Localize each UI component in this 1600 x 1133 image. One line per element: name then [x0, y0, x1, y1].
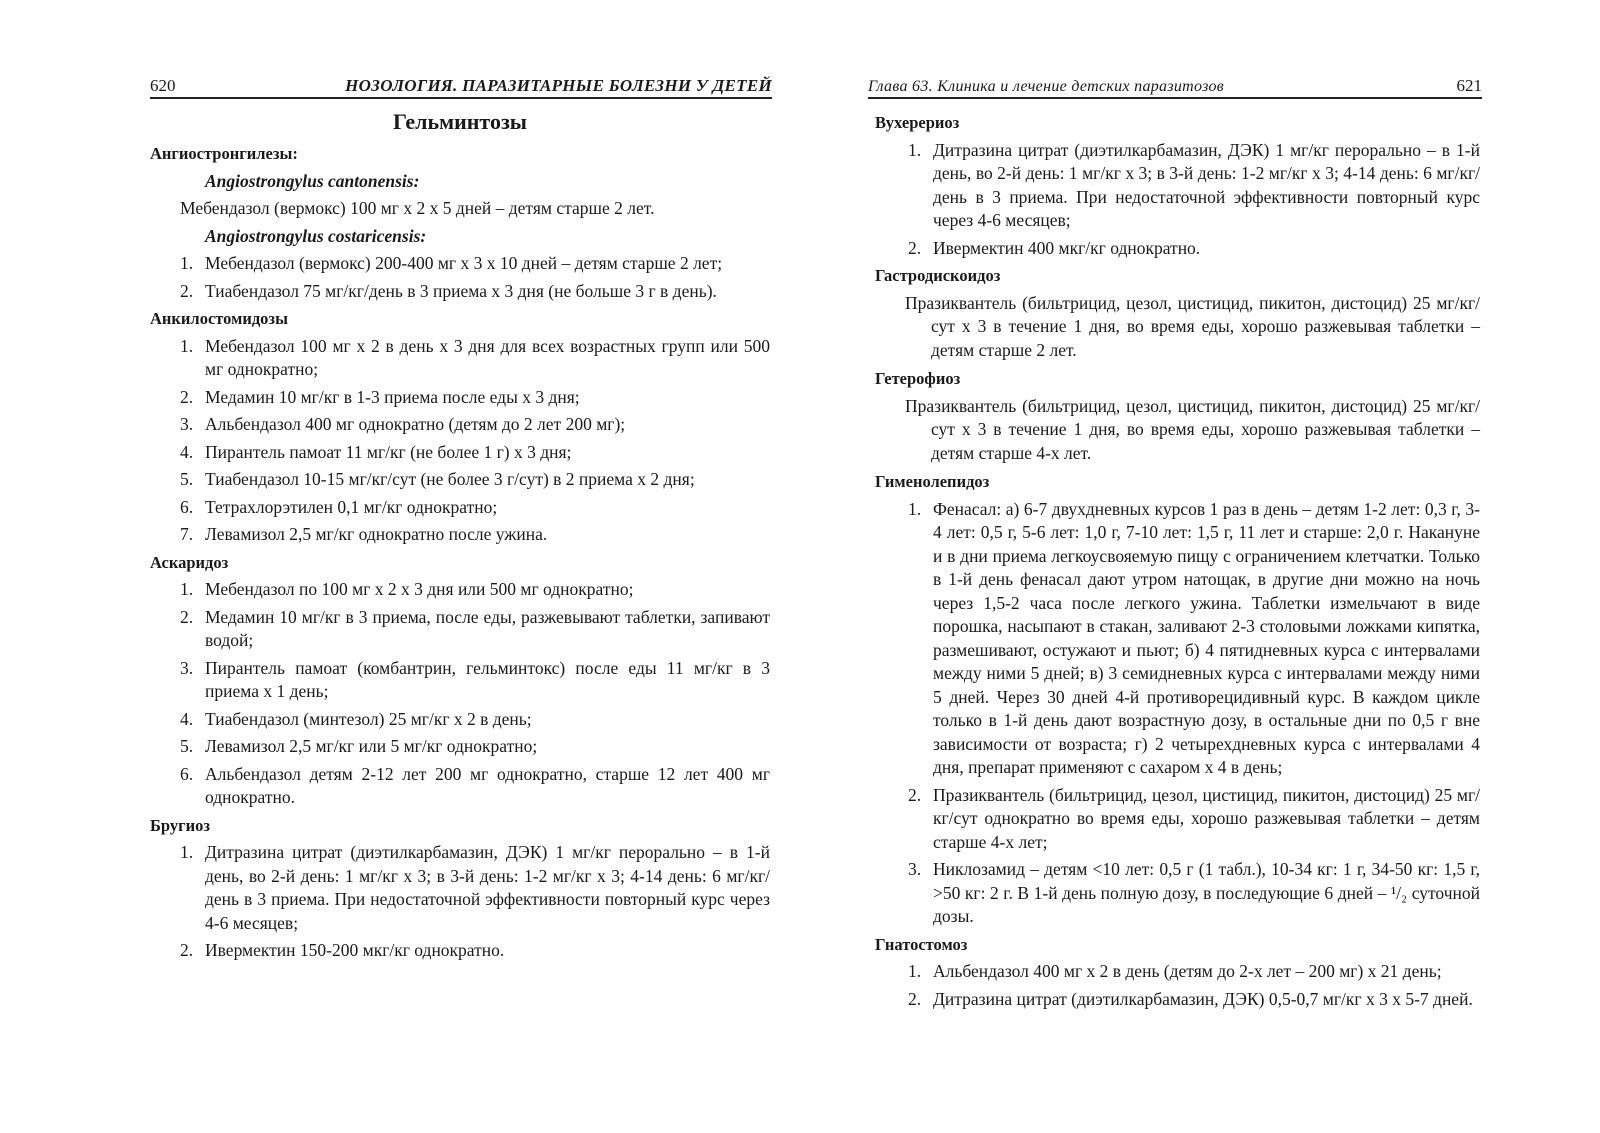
list-item [875, 988, 1480, 1012]
list-item-number: 6. [180, 763, 194, 784]
list-item [875, 498, 1480, 780]
list-item-number: 3. [180, 657, 194, 678]
list-item-number: 3. [180, 414, 194, 434]
paragraph: Празиквантель (бильтрицид, цезол, цистицид, пикитон, дистоцид) 25 мг/кг/сут х 3 в течение 1 дня, во время еды, хорошо разжевывая таблетки – детям старше 2 лет. [905, 292, 1480, 360]
list-item [150, 939, 770, 963]
list-item [150, 841, 770, 935]
list-item-number: 5. [180, 736, 194, 756]
list-item [150, 335, 770, 382]
numbered-list [875, 139, 1480, 261]
subsection-heading: Angiostrongylus cantonensis: [205, 170, 420, 191]
list-item [150, 735, 770, 759]
list-item-number: 2. [180, 280, 194, 301]
list-item [150, 606, 770, 653]
list-item-number: 1. [180, 253, 194, 273]
numbered-list [150, 252, 770, 303]
list-item [150, 657, 770, 704]
list-item-number: 2. [908, 784, 922, 805]
list-item [150, 386, 770, 410]
list-item-text: Альбендазол детям 2-12 лет 200 мг однократно, старше 12 лет 400 мг однократно. [205, 763, 770, 807]
section-heading: Бругиоз [150, 815, 210, 835]
numbered-list [150, 841, 770, 963]
list-item-number: 1. [180, 579, 194, 599]
running-head: НОЗОЛОГИЯ. ПАРАЗИТАРНЫЕ БОЛЕЗНИ У ДЕТЕЙ [345, 76, 772, 95]
section-heading: Гетерофиоз [875, 369, 961, 388]
paragraph: Мебендазол (вермокс) 100 мг х 2 х 5 дней – детям старше 2 лет. [180, 198, 655, 218]
list-item [150, 413, 770, 437]
list-item [150, 763, 770, 810]
list-item-text: Дитразина цитрат (диэтилкарбамазин, ДЭК) 1 мг/кг перорально – в 1-й день, во 2-й день: 1 мг/кг х 3; в 3-й день: 1-2 мг/кг х 3; 4-14 день: 6 мг/кг/день в 3 приема. При недостаточной эффективности повторный курс через 4-6 месяцев; [933, 139, 1480, 230]
list-item-text: Альбендазол 400 мг однократно (детям до 2 лет 200 мг); [205, 414, 626, 434]
list-item-number: 1. [908, 139, 922, 160]
list-item [150, 441, 770, 465]
list-item-text: Левамизол 2,5 мг/кг однократно после ужина. [205, 524, 548, 544]
list-item-text: Празиквантель (бильтрицид, цезол, цистицид, пикитон, дистоцид) 25 мг/кг/сут однократно во время еды, хорошо разжевывая таблетки – детям старше 4-х лет; [933, 784, 1480, 852]
list-item [150, 708, 770, 732]
list-item-text: Тетрахлорэтилен 0,1 мг/кг однократно; [205, 496, 498, 517]
list-item-text: Пирантель памоат 11 мг/кг (не более 1 г) х 3 дня; [205, 441, 572, 462]
list-item-text: Никлозамид – детям <10 лет: 0,5 г (1 табл.), 10-34 кг: 1 г, 34-50 кг: 1,5 г, >50 кг: 2 г. В 1-й день полную дозу, в последующие 6 дней – ¹/₂ суточной дозы. [933, 859, 1480, 926]
list-item-text: Ивермектин 150-200 мкг/кг однократно. [205, 940, 505, 960]
list-item [150, 496, 770, 520]
list-item-number: 3. [908, 859, 922, 879]
list-item-text: Альбендазол 400 мг х 2 в день (детям до 2-х лет – 200 мг) х 21 день; [933, 961, 1442, 981]
list-item-number: 2. [908, 237, 922, 258]
list-item-number: 2. [908, 988, 922, 1009]
list-item-number: 4. [180, 441, 194, 462]
list-item-text: Пирантель памоат (комбантрин, гельминтокс) после еды 11 мг/кг в 3 приема х 1 день; [205, 657, 770, 701]
list-item-number: 1. [180, 335, 194, 356]
list-item-text: Тиабендазол 75 мг/кг/день в 3 приема х 3 дня (не больше 3 г в день). [205, 280, 717, 301]
list-item-text: Мебендазол по 100 мг х 2 х 3 дня или 500 мг однократно; [205, 579, 634, 599]
list-item-number: 1. [180, 842, 194, 862]
left-page-header [150, 70, 772, 99]
list-item-text: Тиабендазол (минтезол) 25 мг/кг х 2 в день; [205, 708, 532, 729]
left-page-body [150, 104, 770, 967]
section-heading: Вухерериоз [875, 113, 960, 132]
list-item [875, 858, 1480, 929]
right-page-header [868, 70, 1482, 99]
list-item [150, 578, 770, 602]
list-item-number: 5. [180, 469, 194, 489]
page-number: 621 [1456, 76, 1482, 95]
subsection-heading: Angiostrongylus costaricensis: [205, 225, 427, 246]
section-heading: Анкилостомидозы [150, 309, 288, 328]
section-heading: Гастродискоидоз [875, 266, 1001, 285]
section-heading: Аскаридоз [150, 552, 229, 572]
list-item [875, 784, 1480, 855]
list-item [875, 960, 1480, 984]
list-item-text: Мебендазол 100 мг х 2 в день х 3 дня для всех возрастных групп или 500 мг однократно; [205, 335, 770, 379]
list-item [150, 468, 770, 492]
list-item-number: 7. [180, 524, 194, 544]
numbered-list [875, 960, 1480, 1011]
list-item-number: 2. [180, 386, 194, 407]
list-item [875, 139, 1480, 233]
paragraph: Празиквантель (бильтрицид, цезол, цистицид, пикитон, дистоцид) 25 мг/кг/сут х 3 в течение 1 дня, во время еды, хорошо разжевывая таблетки – детям старше 4-х лет. [905, 395, 1480, 463]
section-heading: Гнатостомоз [875, 934, 968, 954]
list-item-number: 4. [180, 708, 194, 729]
list-item-text: Тиабендазол 10-15 мг/кг/сут (не более 3 г/сут) в 2 приема х 2 дня; [205, 469, 695, 489]
list-item [150, 252, 770, 276]
list-item-text: Мебендазол (вермокс) 200-400 мг х 3 х 10 дней – детям старше 2 лет; [205, 253, 723, 273]
numbered-list [150, 578, 770, 810]
right-page [800, 0, 1600, 1133]
chapter-title: Гельминтозы [393, 109, 527, 134]
list-item-text: Медамин 10 мг/кг в 1-3 приема после еды х 3 дня; [205, 386, 580, 407]
list-item-text: Медамин 10 мг/кг в 3 приема, после еды, разжевывают таблетки, запивают водой; [205, 606, 770, 650]
list-item-number: 6. [180, 496, 194, 517]
running-head: Глава 63. Клиника и лечение детских паразитозов [868, 78, 1225, 95]
list-item-text: Фенасал: а) 6-7 двухдневных курсов 1 раз в день – детям 1-2 лет: 0,3 г, 3-4 лет: 0,5 г, 5-6 лет: 1,0 г, 7-10 лет: 1,5 г, 11 лет и старше: 2,0 г. Накануне и в дни приема легкоусвояемую пищу с ограничением клетчатки. Только в 1-й день фенасал дают утром натощак, в другие дни можно на ночь через 1,5-2 часа после легкого ужина. Таблетки измельчают в виде порошка, насыпают в стакан, заливают 2-3 столовыми ложками кипятка, размешивают, остужают и пьют; б) 4 пятидневных курса с интервалами между ними 5 дней; в) 3 семидневных курса с интервалами между ними 5 дней. Через 30 дней 4-й противорецидивный курс. В каждом цикле только в 1-й день дают возрастную дозу, в остальные дни по 0,5 г вне зависимости от возраста; г) 2 четырехдневных курса с интервалами 4 дня, препарат применяют с сахаром х 4 в день; [933, 498, 1480, 777]
list-item-text: Дитразина цитрат (диэтилкарбамазин, ДЭК) 0,5-0,7 мг/кг х 3 х 5-7 дней. [933, 988, 1473, 1009]
list-item [150, 280, 770, 304]
section-heading: Ангиостронгилезы: [150, 144, 298, 163]
numbered-list [150, 335, 770, 547]
right-page-body [875, 108, 1480, 1015]
page-number: 620 [150, 76, 176, 95]
list-item-number: 1. [908, 961, 922, 981]
section-heading: Гименолепидоз [875, 472, 990, 491]
list-item-text: Дитразина цитрат (диэтилкарбамазин, ДЭК) 1 мг/кг перорально – в 1-й день, во 2-й день: 1 мг/кг х 3; в 3-й день: 1-2 мг/кг х 3; 4-14 день: 6 мг/кг/день в 3 приема. При недостаточной эффективности повторный курс через 4-6 месяцев; [205, 842, 770, 933]
list-item [150, 523, 770, 547]
list-item-number: 2. [180, 940, 194, 960]
list-item-number: 2. [180, 606, 194, 627]
list-item-number: 1. [908, 498, 922, 519]
list-item-text: Ивермектин 400 мкг/кг однократно. [933, 237, 1201, 258]
list-item-text: Левамизол 2,5 мг/кг или 5 мг/кг однократно; [205, 736, 538, 756]
numbered-list [875, 498, 1480, 929]
list-item [875, 237, 1480, 261]
